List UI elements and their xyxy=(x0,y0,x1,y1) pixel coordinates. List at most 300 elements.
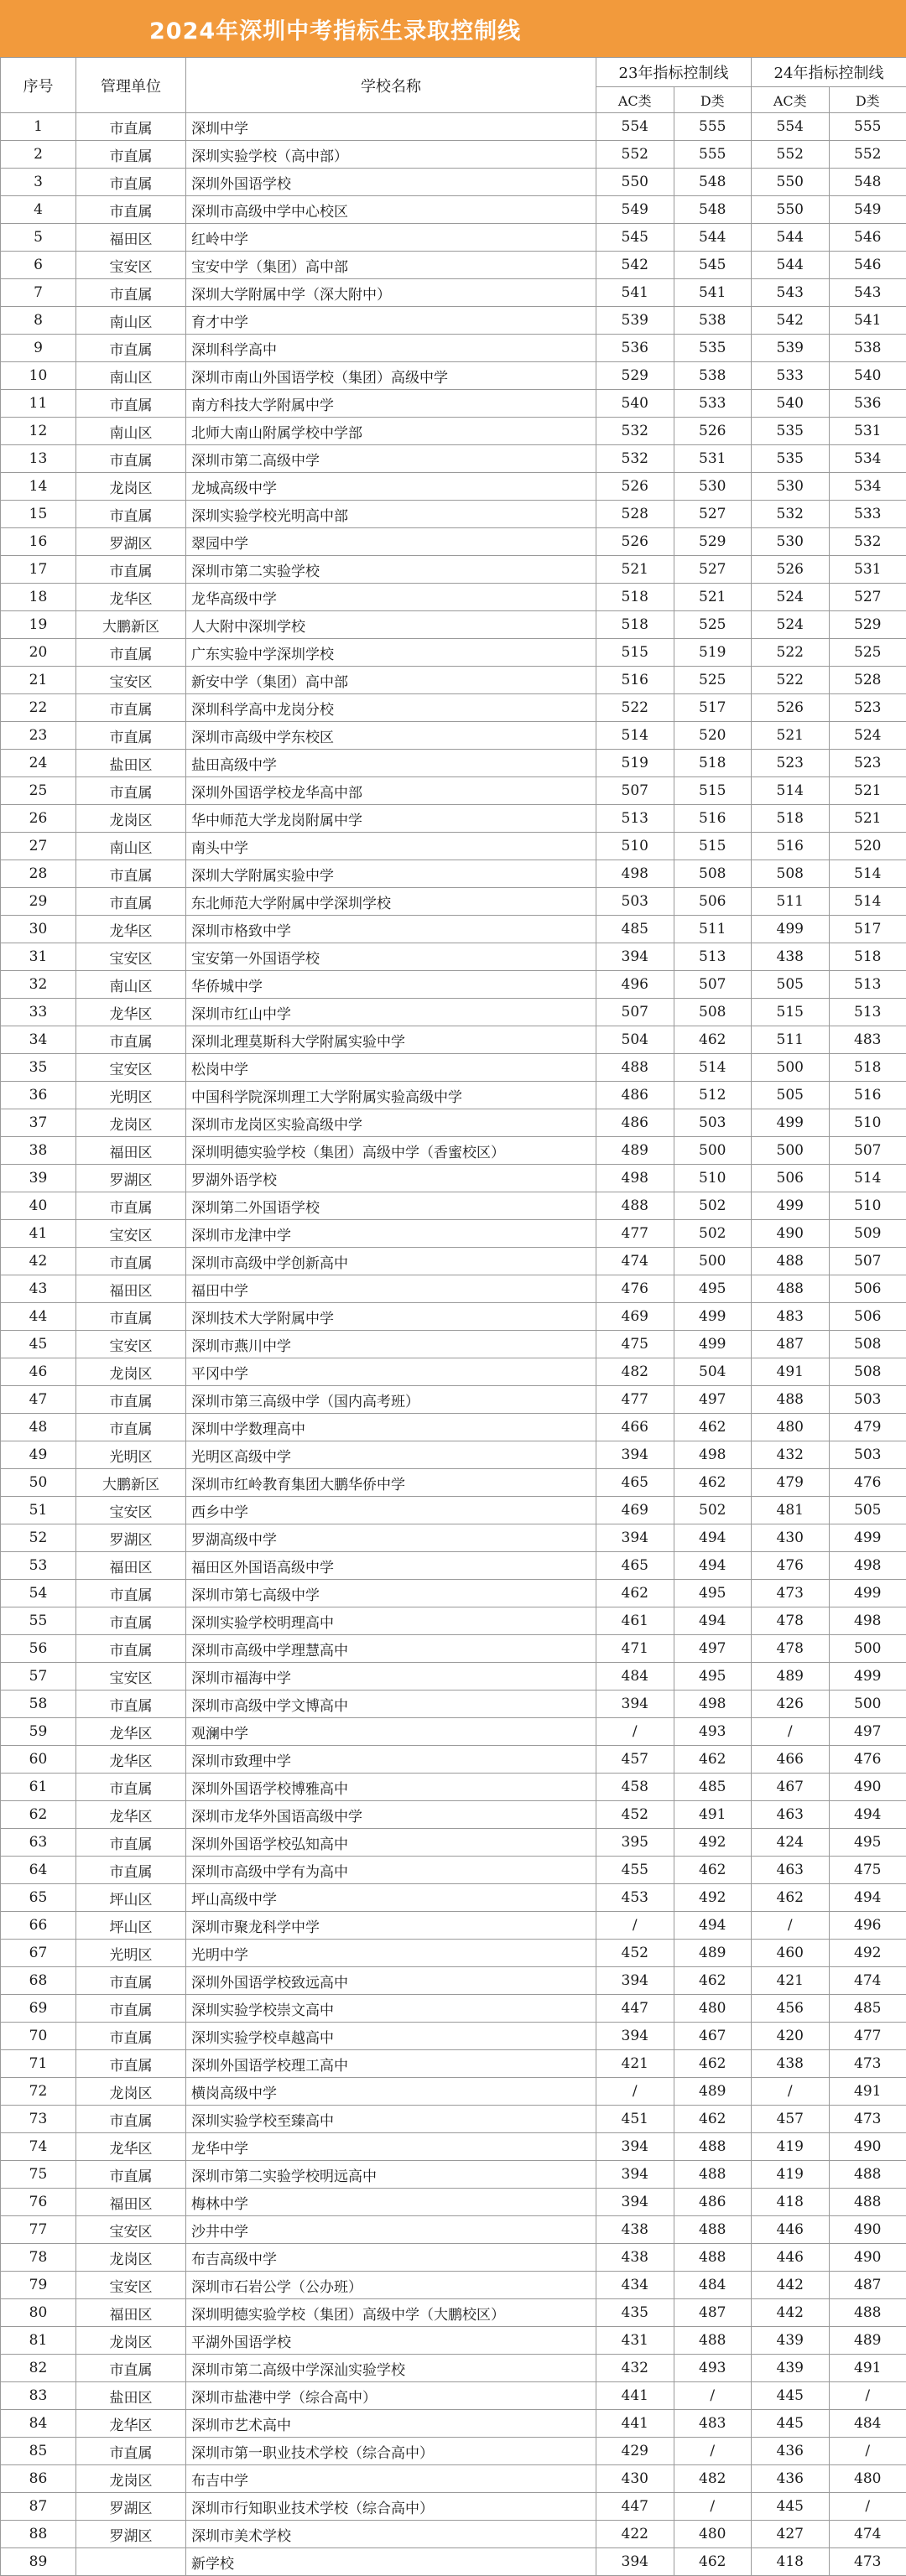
d-24: 525 xyxy=(829,639,906,667)
d-23: 521 xyxy=(674,584,752,611)
d-24: 489 xyxy=(829,2327,906,2355)
table-row xyxy=(1,169,906,196)
d-23: 480 xyxy=(674,1995,752,2023)
management-unit: 市直属 xyxy=(76,279,186,307)
ac-23: 447 xyxy=(596,1995,674,2023)
ac-23: 432 xyxy=(596,2355,674,2382)
ac-23: 476 xyxy=(596,1275,674,1303)
row-number: 66 xyxy=(1,1912,76,1940)
ac-23: / xyxy=(596,1912,674,1940)
table-row xyxy=(1,1552,906,1580)
school-name: 深圳实验学校卓越高中 xyxy=(186,2023,596,2050)
row-number: 82 xyxy=(1,2355,76,2382)
d-24: 529 xyxy=(829,611,906,639)
row-number: 60 xyxy=(1,1746,76,1774)
ac-23: 435 xyxy=(596,2299,674,2327)
ac-24: 442 xyxy=(752,2299,830,2327)
management-unit: 宝安区 xyxy=(76,2272,186,2299)
ac-24: 516 xyxy=(752,833,830,860)
row-number: 16 xyxy=(1,528,76,556)
d-24: 518 xyxy=(829,1054,906,1082)
ac-24: 442 xyxy=(752,2272,830,2299)
row-number: 53 xyxy=(1,1552,76,1580)
ac-23: 469 xyxy=(596,1303,674,1331)
table-row xyxy=(1,2521,906,2548)
ac-23: 394 xyxy=(596,1441,674,1469)
row-number: 76 xyxy=(1,2189,76,2216)
ac-24: 463 xyxy=(752,1801,830,1829)
d-23: 531 xyxy=(674,445,752,473)
management-unit: 市直属 xyxy=(76,1607,186,1635)
ac-23: 507 xyxy=(596,999,674,1026)
table-row xyxy=(1,750,906,777)
school-name: 罗湖高级中学 xyxy=(186,1524,596,1552)
d-24: 548 xyxy=(829,169,906,196)
table-row xyxy=(1,2493,906,2521)
d-24: 473 xyxy=(829,2050,906,2078)
management-unit: 龙华区 xyxy=(76,1746,186,1774)
ac-24: 481 xyxy=(752,1497,830,1524)
d-24: 514 xyxy=(829,888,906,916)
d-23: 487 xyxy=(674,2299,752,2327)
school-name: 人大附中深圳学校 xyxy=(186,611,596,639)
school-name: 深圳市格致中学 xyxy=(186,916,596,943)
table-row xyxy=(1,1967,906,1995)
management-unit: 龙岗区 xyxy=(76,473,186,501)
management-unit: 宝安区 xyxy=(76,1220,186,1248)
row-number: 50 xyxy=(1,1469,76,1497)
row-number: 15 xyxy=(1,501,76,528)
school-name: 深圳市龙华外国语高级中学 xyxy=(186,1801,596,1829)
management-unit: 宝安区 xyxy=(76,2216,186,2244)
table-row xyxy=(1,2244,906,2272)
d-23: 492 xyxy=(674,1884,752,1912)
ac-24: 445 xyxy=(752,2410,830,2438)
school-name: 深圳技术大学附属中学 xyxy=(186,1303,596,1331)
school-name: 平湖外国语学校 xyxy=(186,2327,596,2355)
d-23: 529 xyxy=(674,528,752,556)
ac-23: 532 xyxy=(596,418,674,445)
table-row xyxy=(1,2355,906,2382)
row-number: 61 xyxy=(1,1774,76,1801)
ac-23: 486 xyxy=(596,1109,674,1137)
management-unit: 宝安区 xyxy=(76,1663,186,1690)
d-24: 499 xyxy=(829,1663,906,1690)
management-unit: 市直属 xyxy=(76,1386,186,1414)
d-23: 491 xyxy=(674,1801,752,1829)
ac-23: 488 xyxy=(596,1054,674,1082)
school-name: 龙城高级中学 xyxy=(186,473,596,501)
management-unit: 龙岗区 xyxy=(76,2465,186,2493)
ac-23: 441 xyxy=(596,2382,674,2410)
ac-24: 476 xyxy=(752,1552,830,1580)
school-name: 光明中学 xyxy=(186,1940,596,1967)
row-number: 59 xyxy=(1,1718,76,1746)
school-name: 西乡中学 xyxy=(186,1497,596,1524)
d-23: 467 xyxy=(674,2023,752,2050)
row-number: 63 xyxy=(1,1829,76,1857)
ac-24: 511 xyxy=(752,888,830,916)
d-24: 546 xyxy=(829,224,906,252)
row-number: 9 xyxy=(1,335,76,362)
table-row xyxy=(1,1441,906,1469)
ac-24: 439 xyxy=(752,2327,830,2355)
school-name: 育才中学 xyxy=(186,307,596,335)
d-23: 517 xyxy=(674,694,752,722)
table-row xyxy=(1,1165,906,1192)
ac-24: 418 xyxy=(752,2189,830,2216)
school-name: 深圳明德实验学校（集团）高级中学（大鹏校区） xyxy=(186,2299,596,2327)
row-number: 51 xyxy=(1,1497,76,1524)
table-row xyxy=(1,2050,906,2078)
d-24: 532 xyxy=(829,528,906,556)
d-24: 499 xyxy=(829,1524,906,1552)
management-unit: 市直属 xyxy=(76,556,186,584)
management-unit: 市直属 xyxy=(76,1829,186,1857)
ac-23: 549 xyxy=(596,196,674,224)
management-unit: 龙岗区 xyxy=(76,1358,186,1386)
ac-24: 432 xyxy=(752,1441,830,1469)
ac-23: 528 xyxy=(596,501,674,528)
table-row xyxy=(1,445,906,473)
d-23: 519 xyxy=(674,639,752,667)
d-24: 549 xyxy=(829,196,906,224)
d-23: 544 xyxy=(674,224,752,252)
management-unit: 福田区 xyxy=(76,1552,186,1580)
table-row xyxy=(1,2382,906,2410)
ac-24: 478 xyxy=(752,1635,830,1663)
management-unit: 市直属 xyxy=(76,2106,186,2133)
d-23: 497 xyxy=(674,1386,752,1414)
table-row xyxy=(1,2410,906,2438)
ac-23: 513 xyxy=(596,805,674,833)
d-24: / xyxy=(829,2382,906,2410)
header-23-control-line: 23年指标控制线 xyxy=(596,58,752,87)
d-24: 507 xyxy=(829,1137,906,1165)
row-number: 56 xyxy=(1,1635,76,1663)
management-unit: 市直属 xyxy=(76,777,186,805)
table-row xyxy=(1,362,906,390)
school-name: 布吉中学 xyxy=(186,2465,596,2493)
row-number: 29 xyxy=(1,888,76,916)
management-unit: 龙岗区 xyxy=(76,805,186,833)
management-unit: 罗湖区 xyxy=(76,2521,186,2548)
ac-24: 479 xyxy=(752,1469,830,1497)
ac-24: 550 xyxy=(752,169,830,196)
table-row xyxy=(1,501,906,528)
table-row xyxy=(1,1497,906,1524)
ac-24: 421 xyxy=(752,1967,830,1995)
school-name: 盐田高级中学 xyxy=(186,750,596,777)
ac-24: 467 xyxy=(752,1774,830,1801)
management-unit: 罗湖区 xyxy=(76,528,186,556)
table-row xyxy=(1,1663,906,1690)
school-name: 深圳外国语学校博雅高中 xyxy=(186,1774,596,1801)
management-unit: 大鹏新区 xyxy=(76,611,186,639)
ac-23: 541 xyxy=(596,279,674,307)
ac-24: 488 xyxy=(752,1248,830,1275)
d-24: 494 xyxy=(829,1884,906,1912)
d-24: / xyxy=(829,2493,906,2521)
d-23: 488 xyxy=(674,2327,752,2355)
header-school-name: 学校名称 xyxy=(186,58,596,113)
d-23: 503 xyxy=(674,1109,752,1137)
ac-23: 434 xyxy=(596,2272,674,2299)
school-name: 深圳外国语学校龙华高中部 xyxy=(186,777,596,805)
management-unit: 宝安区 xyxy=(76,252,186,279)
table-row xyxy=(1,2133,906,2161)
ac-24: 530 xyxy=(752,473,830,501)
row-number: 54 xyxy=(1,1580,76,1607)
table-row xyxy=(1,252,906,279)
ac-23: 485 xyxy=(596,916,674,943)
table-row xyxy=(1,1303,906,1331)
ac-24: 424 xyxy=(752,1829,830,1857)
table-row xyxy=(1,2023,906,2050)
d-23: 499 xyxy=(674,1303,752,1331)
d-23: 495 xyxy=(674,1663,752,1690)
ac-23: 441 xyxy=(596,2410,674,2438)
table-row xyxy=(1,2189,906,2216)
table-row xyxy=(1,943,906,971)
ac-24: 500 xyxy=(752,1137,830,1165)
d-24: 523 xyxy=(829,750,906,777)
ac-24: 540 xyxy=(752,390,830,418)
management-unit: 南山区 xyxy=(76,307,186,335)
management-unit: 市直属 xyxy=(76,694,186,722)
table-row xyxy=(1,639,906,667)
table-row xyxy=(1,224,906,252)
ac-24: 524 xyxy=(752,611,830,639)
ac-24: 460 xyxy=(752,1940,830,1967)
ac-23: 394 xyxy=(596,2189,674,2216)
d-24: 508 xyxy=(829,1358,906,1386)
management-unit: 市直属 xyxy=(76,639,186,667)
ac-24: 445 xyxy=(752,2493,830,2521)
ac-23: 394 xyxy=(596,2023,674,2050)
ac-24: 473 xyxy=(752,1580,830,1607)
d-24: 509 xyxy=(829,1220,906,1248)
ac-24: 552 xyxy=(752,141,830,169)
school-name: 深圳市第七高级中学 xyxy=(186,1580,596,1607)
school-name: 福田区外国语高级中学 xyxy=(186,1552,596,1580)
school-name: 深圳市红岭教育集团大鹏华侨中学 xyxy=(186,1469,596,1497)
row-number: 11 xyxy=(1,390,76,418)
school-name: 深圳市南山外国语学校（集团）高级中学 xyxy=(186,362,596,390)
school-name: 深圳市第二实验学校明远高中 xyxy=(186,2161,596,2189)
school-name: 翠园中学 xyxy=(186,528,596,556)
table-row xyxy=(1,2327,906,2355)
management-unit: 罗湖区 xyxy=(76,2493,186,2521)
row-number: 22 xyxy=(1,694,76,722)
school-name: 东北师范大学附属中学深圳学校 xyxy=(186,888,596,916)
management-unit: 市直属 xyxy=(76,113,186,141)
school-name: 深圳市龙津中学 xyxy=(186,1220,596,1248)
ac-24: 535 xyxy=(752,445,830,473)
d-23: 526 xyxy=(674,418,752,445)
d-24: 524 xyxy=(829,722,906,750)
row-number: 33 xyxy=(1,999,76,1026)
ac-23: 529 xyxy=(596,362,674,390)
d-23: 485 xyxy=(674,1774,752,1801)
ac-24: 490 xyxy=(752,1220,830,1248)
ac-24: 526 xyxy=(752,556,830,584)
row-number: 44 xyxy=(1,1303,76,1331)
ac-23: 461 xyxy=(596,1607,674,1635)
table-row xyxy=(1,1137,906,1165)
table-row xyxy=(1,1607,906,1635)
row-number: 21 xyxy=(1,667,76,694)
d-23: 462 xyxy=(674,1469,752,1497)
d-23: 515 xyxy=(674,833,752,860)
management-unit: 坪山区 xyxy=(76,1912,186,1940)
ac-23: 542 xyxy=(596,252,674,279)
table-row xyxy=(1,1026,906,1054)
table-body xyxy=(1,113,906,2576)
management-unit: 市直属 xyxy=(76,1303,186,1331)
ac-23: 477 xyxy=(596,1386,674,1414)
ac-23: 545 xyxy=(596,224,674,252)
ac-24: 550 xyxy=(752,196,830,224)
d-23: / xyxy=(674,2438,752,2465)
d-23: 462 xyxy=(674,1746,752,1774)
management-unit: 龙华区 xyxy=(76,2410,186,2438)
school-name: 华侨城中学 xyxy=(186,971,596,999)
row-number: 27 xyxy=(1,833,76,860)
d-24: 479 xyxy=(829,1414,906,1441)
management-unit: 龙岗区 xyxy=(76,2244,186,2272)
row-number: 40 xyxy=(1,1192,76,1220)
d-23: 462 xyxy=(674,2050,752,2078)
d-24: 492 xyxy=(829,1940,906,1967)
ac-23: 453 xyxy=(596,1884,674,1912)
d-24: 499 xyxy=(829,1580,906,1607)
school-name: 深圳外国语学校弘知高中 xyxy=(186,1829,596,1857)
school-name: 布吉高级中学 xyxy=(186,2244,596,2272)
ac-24: 489 xyxy=(752,1663,830,1690)
ac-24: 488 xyxy=(752,1275,830,1303)
row-number: 45 xyxy=(1,1331,76,1358)
school-name: 深圳市第一职业技术学校（综合高中） xyxy=(186,2438,596,2465)
ac-24: 542 xyxy=(752,307,830,335)
d-24: 494 xyxy=(829,1801,906,1829)
d-24: 488 xyxy=(829,2299,906,2327)
ac-23: 550 xyxy=(596,169,674,196)
row-number: 14 xyxy=(1,473,76,501)
management-unit: 南山区 xyxy=(76,362,186,390)
row-number: 87 xyxy=(1,2493,76,2521)
row-number: 12 xyxy=(1,418,76,445)
school-name: 深圳大学附属实验中学 xyxy=(186,860,596,888)
d-24: 473 xyxy=(829,2106,906,2133)
ac-24: 522 xyxy=(752,667,830,694)
table-row xyxy=(1,1912,906,1940)
title-banner xyxy=(0,0,906,57)
table-row xyxy=(1,1054,906,1082)
row-number: 64 xyxy=(1,1857,76,1884)
ac-24: 508 xyxy=(752,860,830,888)
d-24: 488 xyxy=(829,2189,906,2216)
ac-23: 518 xyxy=(596,584,674,611)
school-name: 深圳市第三高级中学（国内高考班） xyxy=(186,1386,596,1414)
row-number: 8 xyxy=(1,307,76,335)
table-row xyxy=(1,1995,906,2023)
d-23: 504 xyxy=(674,1358,752,1386)
row-number: 5 xyxy=(1,224,76,252)
ac-23: 496 xyxy=(596,971,674,999)
d-24: 487 xyxy=(829,2272,906,2299)
school-name: 中国科学院深圳理工大学附属实验高级中学 xyxy=(186,1082,596,1109)
d-24: 503 xyxy=(829,1386,906,1414)
ac-23: 394 xyxy=(596,1524,674,1552)
table-row xyxy=(1,1524,906,1552)
ac-23: 451 xyxy=(596,2106,674,2133)
table-row xyxy=(1,833,906,860)
d-24: 485 xyxy=(829,1995,906,2023)
row-number: 75 xyxy=(1,2161,76,2189)
ac-23: / xyxy=(596,1718,674,1746)
d-23: 500 xyxy=(674,1137,752,1165)
d-24: 521 xyxy=(829,777,906,805)
table-row xyxy=(1,2272,906,2299)
d-24: 531 xyxy=(829,418,906,445)
ac-24: 446 xyxy=(752,2216,830,2244)
d-23: 535 xyxy=(674,335,752,362)
row-number: 1 xyxy=(1,113,76,141)
d-24: 534 xyxy=(829,445,906,473)
ac-23: 498 xyxy=(596,1165,674,1192)
header-unit: 管理单位 xyxy=(76,58,186,113)
d-23: 462 xyxy=(674,1857,752,1884)
table-row xyxy=(1,971,906,999)
management-unit: 龙华区 xyxy=(76,1718,186,1746)
d-23: 515 xyxy=(674,777,752,805)
table-row xyxy=(1,1109,906,1137)
d-24: 514 xyxy=(829,1165,906,1192)
school-name: 深圳市第二高级中学深汕实验学校 xyxy=(186,2355,596,2382)
row-number: 18 xyxy=(1,584,76,611)
school-name: 深圳市致理中学 xyxy=(186,1746,596,1774)
school-name: 福田中学 xyxy=(186,1275,596,1303)
row-number: 20 xyxy=(1,639,76,667)
ac-24: 480 xyxy=(752,1414,830,1441)
row-number: 19 xyxy=(1,611,76,639)
management-unit: 宝安区 xyxy=(76,1497,186,1524)
ac-24: 419 xyxy=(752,2133,830,2161)
ac-23: 395 xyxy=(596,1829,674,1857)
d-24: 476 xyxy=(829,1469,906,1497)
table-row xyxy=(1,113,906,141)
d-24: 517 xyxy=(829,916,906,943)
row-number: 68 xyxy=(1,1967,76,1995)
school-name: 新安中学（集团）高中部 xyxy=(186,667,596,694)
row-number: 4 xyxy=(1,196,76,224)
row-number: 24 xyxy=(1,750,76,777)
ac-23: 465 xyxy=(596,1469,674,1497)
d-24: 488 xyxy=(829,2161,906,2189)
d-24: 473 xyxy=(829,2548,906,2576)
d-23: 538 xyxy=(674,307,752,335)
d-24: 490 xyxy=(829,2216,906,2244)
school-name: 深圳第二外国语学校 xyxy=(186,1192,596,1220)
ac-23: 503 xyxy=(596,888,674,916)
school-name: 深圳外国语学校致远高中 xyxy=(186,1967,596,1995)
d-24: 546 xyxy=(829,252,906,279)
management-unit: 坪山区 xyxy=(76,1884,186,1912)
ac-24: 515 xyxy=(752,999,830,1026)
school-name: 深圳市高级中学东校区 xyxy=(186,722,596,750)
school-name: 宝安第一外国语学校 xyxy=(186,943,596,971)
